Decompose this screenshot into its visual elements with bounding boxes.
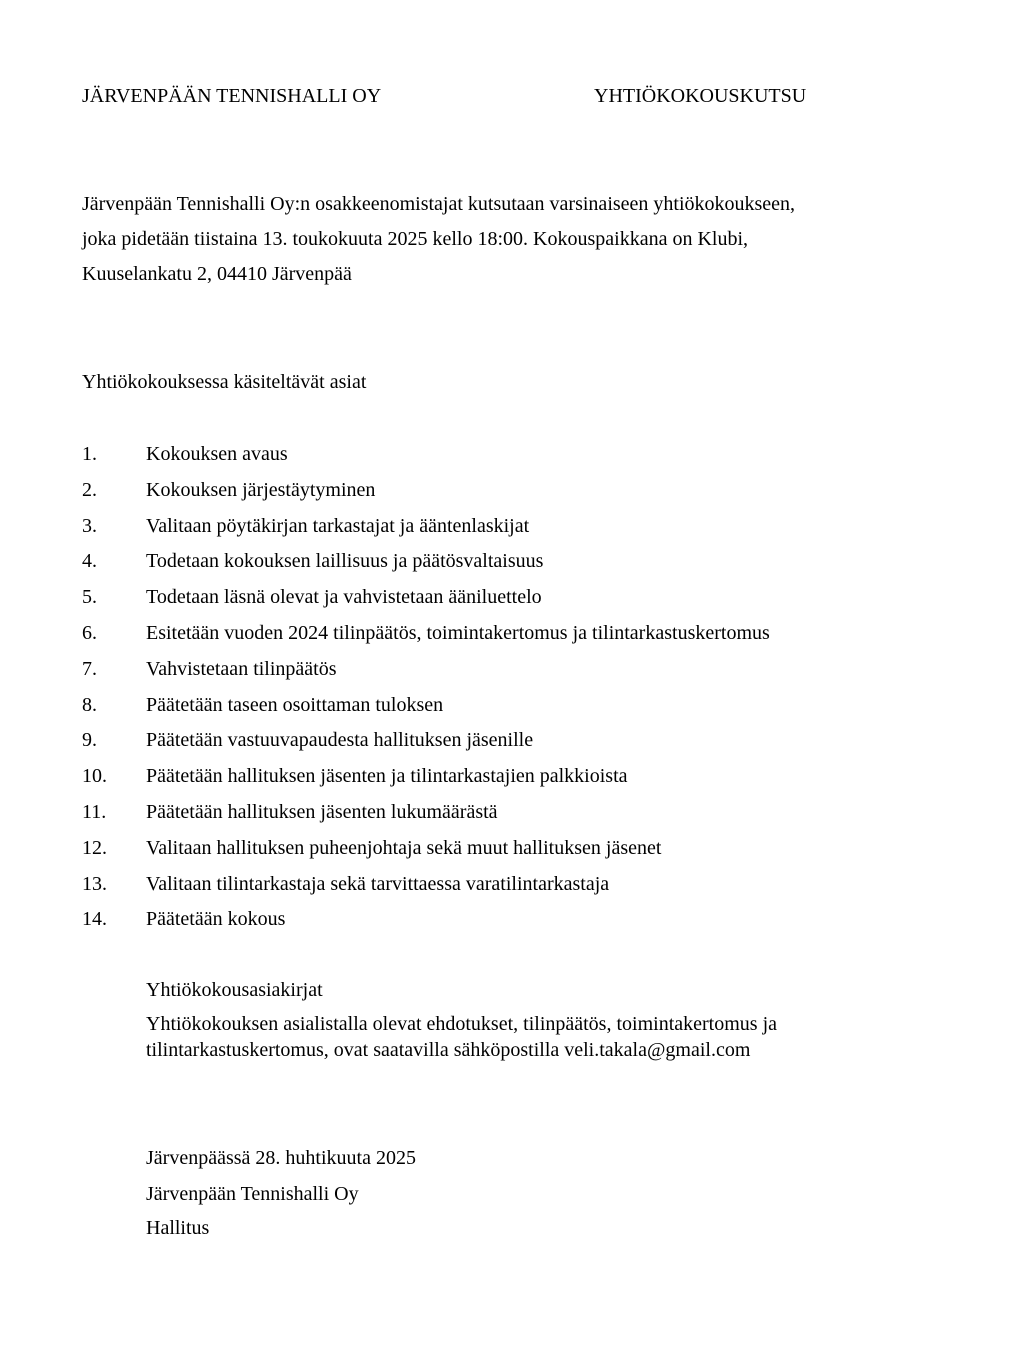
agenda-item-number: 4. bbox=[82, 550, 97, 572]
intro-line: joka pidetään tiistaina 13. toukokuuta 2025 kello 18:00. Kokouspaikkana on Klubi, bbox=[82, 228, 749, 250]
agenda-item-text: Todetaan kokouksen laillisuus ja päätösvaltaisuus bbox=[146, 550, 544, 572]
agenda-item-text: Valitaan pöytäkirjan tarkastajat ja ääntenlaskijat bbox=[146, 515, 530, 537]
agenda-item-text: Kokouksen järjestäytyminen bbox=[146, 479, 376, 501]
agenda-item-text: Esitetään vuoden 2024 tilinpäätös, toimintakertomus ja tilintarkastuskertomus bbox=[146, 622, 770, 644]
agenda-item-text: Päätetään taseen osoittaman tuloksen bbox=[146, 694, 444, 716]
agenda-item-number: 12. bbox=[82, 837, 107, 859]
agenda-item-number: 2. bbox=[82, 479, 97, 501]
agenda-item-text: Päätetään vastuuvapaudesta hallituksen jäsenille bbox=[146, 729, 534, 751]
document-type-header: YHTIÖKOKOUSKUTSU bbox=[594, 85, 807, 107]
documents-text-line: Yhtiökokouksen asialistalla olevat ehdotukset, tilinpäätös, toimintakertomus ja bbox=[146, 1013, 777, 1035]
agenda-item-text: Vahvistetaan tilinpäätös bbox=[146, 658, 337, 680]
agenda-item-number: 1. bbox=[82, 443, 97, 465]
documents-text-line: tilintarkastuskertomus, ovat saatavilla sähköpostilla veli.takala@gmail.com bbox=[146, 1039, 751, 1061]
agenda-item-number: 5. bbox=[82, 586, 97, 608]
agenda-item-number: 3. bbox=[82, 515, 97, 537]
agenda-item-text: Päätetään hallituksen jäsenten lukumäärästä bbox=[146, 801, 498, 823]
intro-line: Kuuselankatu 2, 04410 Järvenpää bbox=[82, 263, 352, 285]
intro-line: Järvenpään Tennishalli Oy:n osakkeenomistajat kutsutaan varsinaiseen yhtiökokoukseen, bbox=[82, 193, 796, 215]
signature-place-date: Järvenpäässä 28. huhtikuuta 2025 bbox=[146, 1147, 416, 1169]
signature-company: Järvenpään Tennishalli Oy bbox=[146, 1183, 359, 1205]
agenda-item-number: 11. bbox=[82, 801, 107, 823]
agenda-item-text: Todetaan läsnä olevat ja vahvistetaan ääniluettelo bbox=[146, 586, 542, 608]
agenda-item-number: 13. bbox=[82, 873, 107, 895]
agenda-item-text: Päätetään hallituksen jäsenten ja tilintarkastajien palkkioista bbox=[146, 765, 628, 787]
agenda-item-number: 14. bbox=[82, 908, 107, 930]
agenda-item-number: 9. bbox=[82, 729, 97, 751]
agenda-item-number: 6. bbox=[82, 622, 97, 644]
agenda-item-text: Päätetään kokous bbox=[146, 908, 286, 930]
agenda-item-text: Valitaan tilintarkastaja sekä tarvittaessa varatilintarkastaja bbox=[146, 873, 610, 895]
company-name-header: JÄRVENPÄÄN TENNISHALLI OY bbox=[82, 85, 382, 107]
agenda-item-number: 7. bbox=[82, 658, 97, 680]
agenda-heading: Yhtiökokouksessa käsiteltävät asiat bbox=[82, 371, 367, 393]
agenda-item-text: Valitaan hallituksen puheenjohtaja sekä muut hallituksen jäsenet bbox=[146, 837, 662, 859]
agenda-item-text: Kokouksen avaus bbox=[146, 443, 288, 465]
agenda-item-number: 8. bbox=[82, 694, 97, 716]
agenda-item-number: 10. bbox=[82, 765, 107, 787]
signature-body: Hallitus bbox=[146, 1217, 210, 1239]
documents-heading: Yhtiökokousasiakirjat bbox=[146, 979, 323, 1001]
